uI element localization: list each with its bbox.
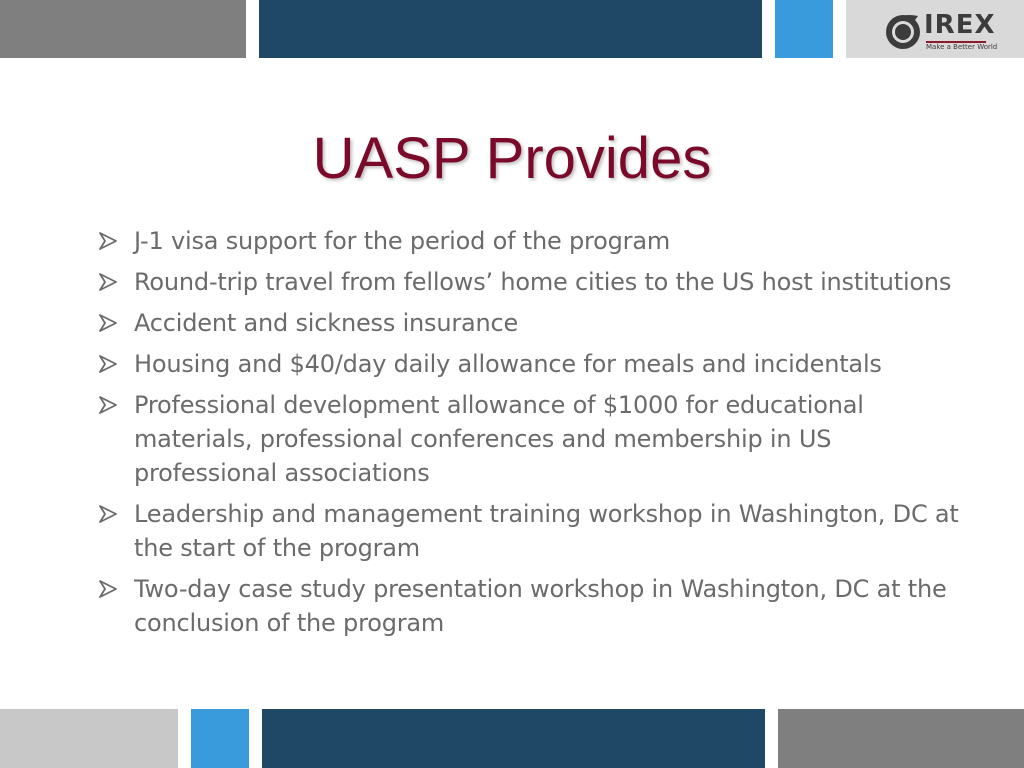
arrow-bullet-icon	[98, 580, 118, 598]
arrow-bullet-icon	[98, 232, 118, 250]
slide-title: UASP Provides	[312, 126, 712, 191]
arrow-bullet-icon	[98, 355, 118, 373]
logo-panel	[846, 0, 1024, 58]
bullet-list	[96, 224, 976, 647]
logo-wordmark: IREX	[924, 10, 996, 40]
bullet-item	[96, 572, 976, 640]
bottom-bar-gray	[778, 709, 1024, 768]
arrow-bullet-icon	[98, 273, 118, 291]
arrow-bullet-icon	[98, 505, 118, 523]
irex-logo-icon	[882, 10, 924, 52]
top-bar-gray	[0, 0, 246, 58]
bullet-text: Housing and $40/day daily allowance for meals and incidentals	[134, 350, 882, 378]
bullet-text: Professional development allowance of $1000 for educational materials, professional conferences and membership in US professional associations	[134, 391, 864, 487]
logo-tagline: Make a Better World	[926, 43, 998, 51]
bottom-bar-blue	[191, 709, 249, 768]
bullet-item	[96, 265, 976, 299]
bullet-item	[96, 224, 976, 258]
bottom-bar-navy	[262, 709, 765, 768]
top-bar-blue	[775, 0, 833, 58]
arrow-bullet-icon	[98, 396, 118, 414]
bullet-text: Round-trip travel from fellows’ home cities to the US host institutions	[134, 268, 952, 296]
bullet-text: Accident and sickness insurance	[134, 309, 519, 337]
bullet-text: Two-day case study presentation workshop in Washington, DC at the conclusion of the program	[134, 575, 947, 637]
bullet-item	[96, 497, 976, 565]
bullet-item	[96, 347, 976, 381]
bottom-bar-light-gray	[0, 709, 178, 768]
bullet-text: J-1 visa support for the period of the program	[134, 227, 671, 255]
bullet-text: Leadership and management training workshop in Washington, DC at the start of the program	[134, 500, 959, 562]
bullet-item	[96, 306, 976, 340]
top-bar-navy	[259, 0, 762, 58]
bullet-item	[96, 388, 976, 490]
arrow-bullet-icon	[98, 314, 118, 332]
